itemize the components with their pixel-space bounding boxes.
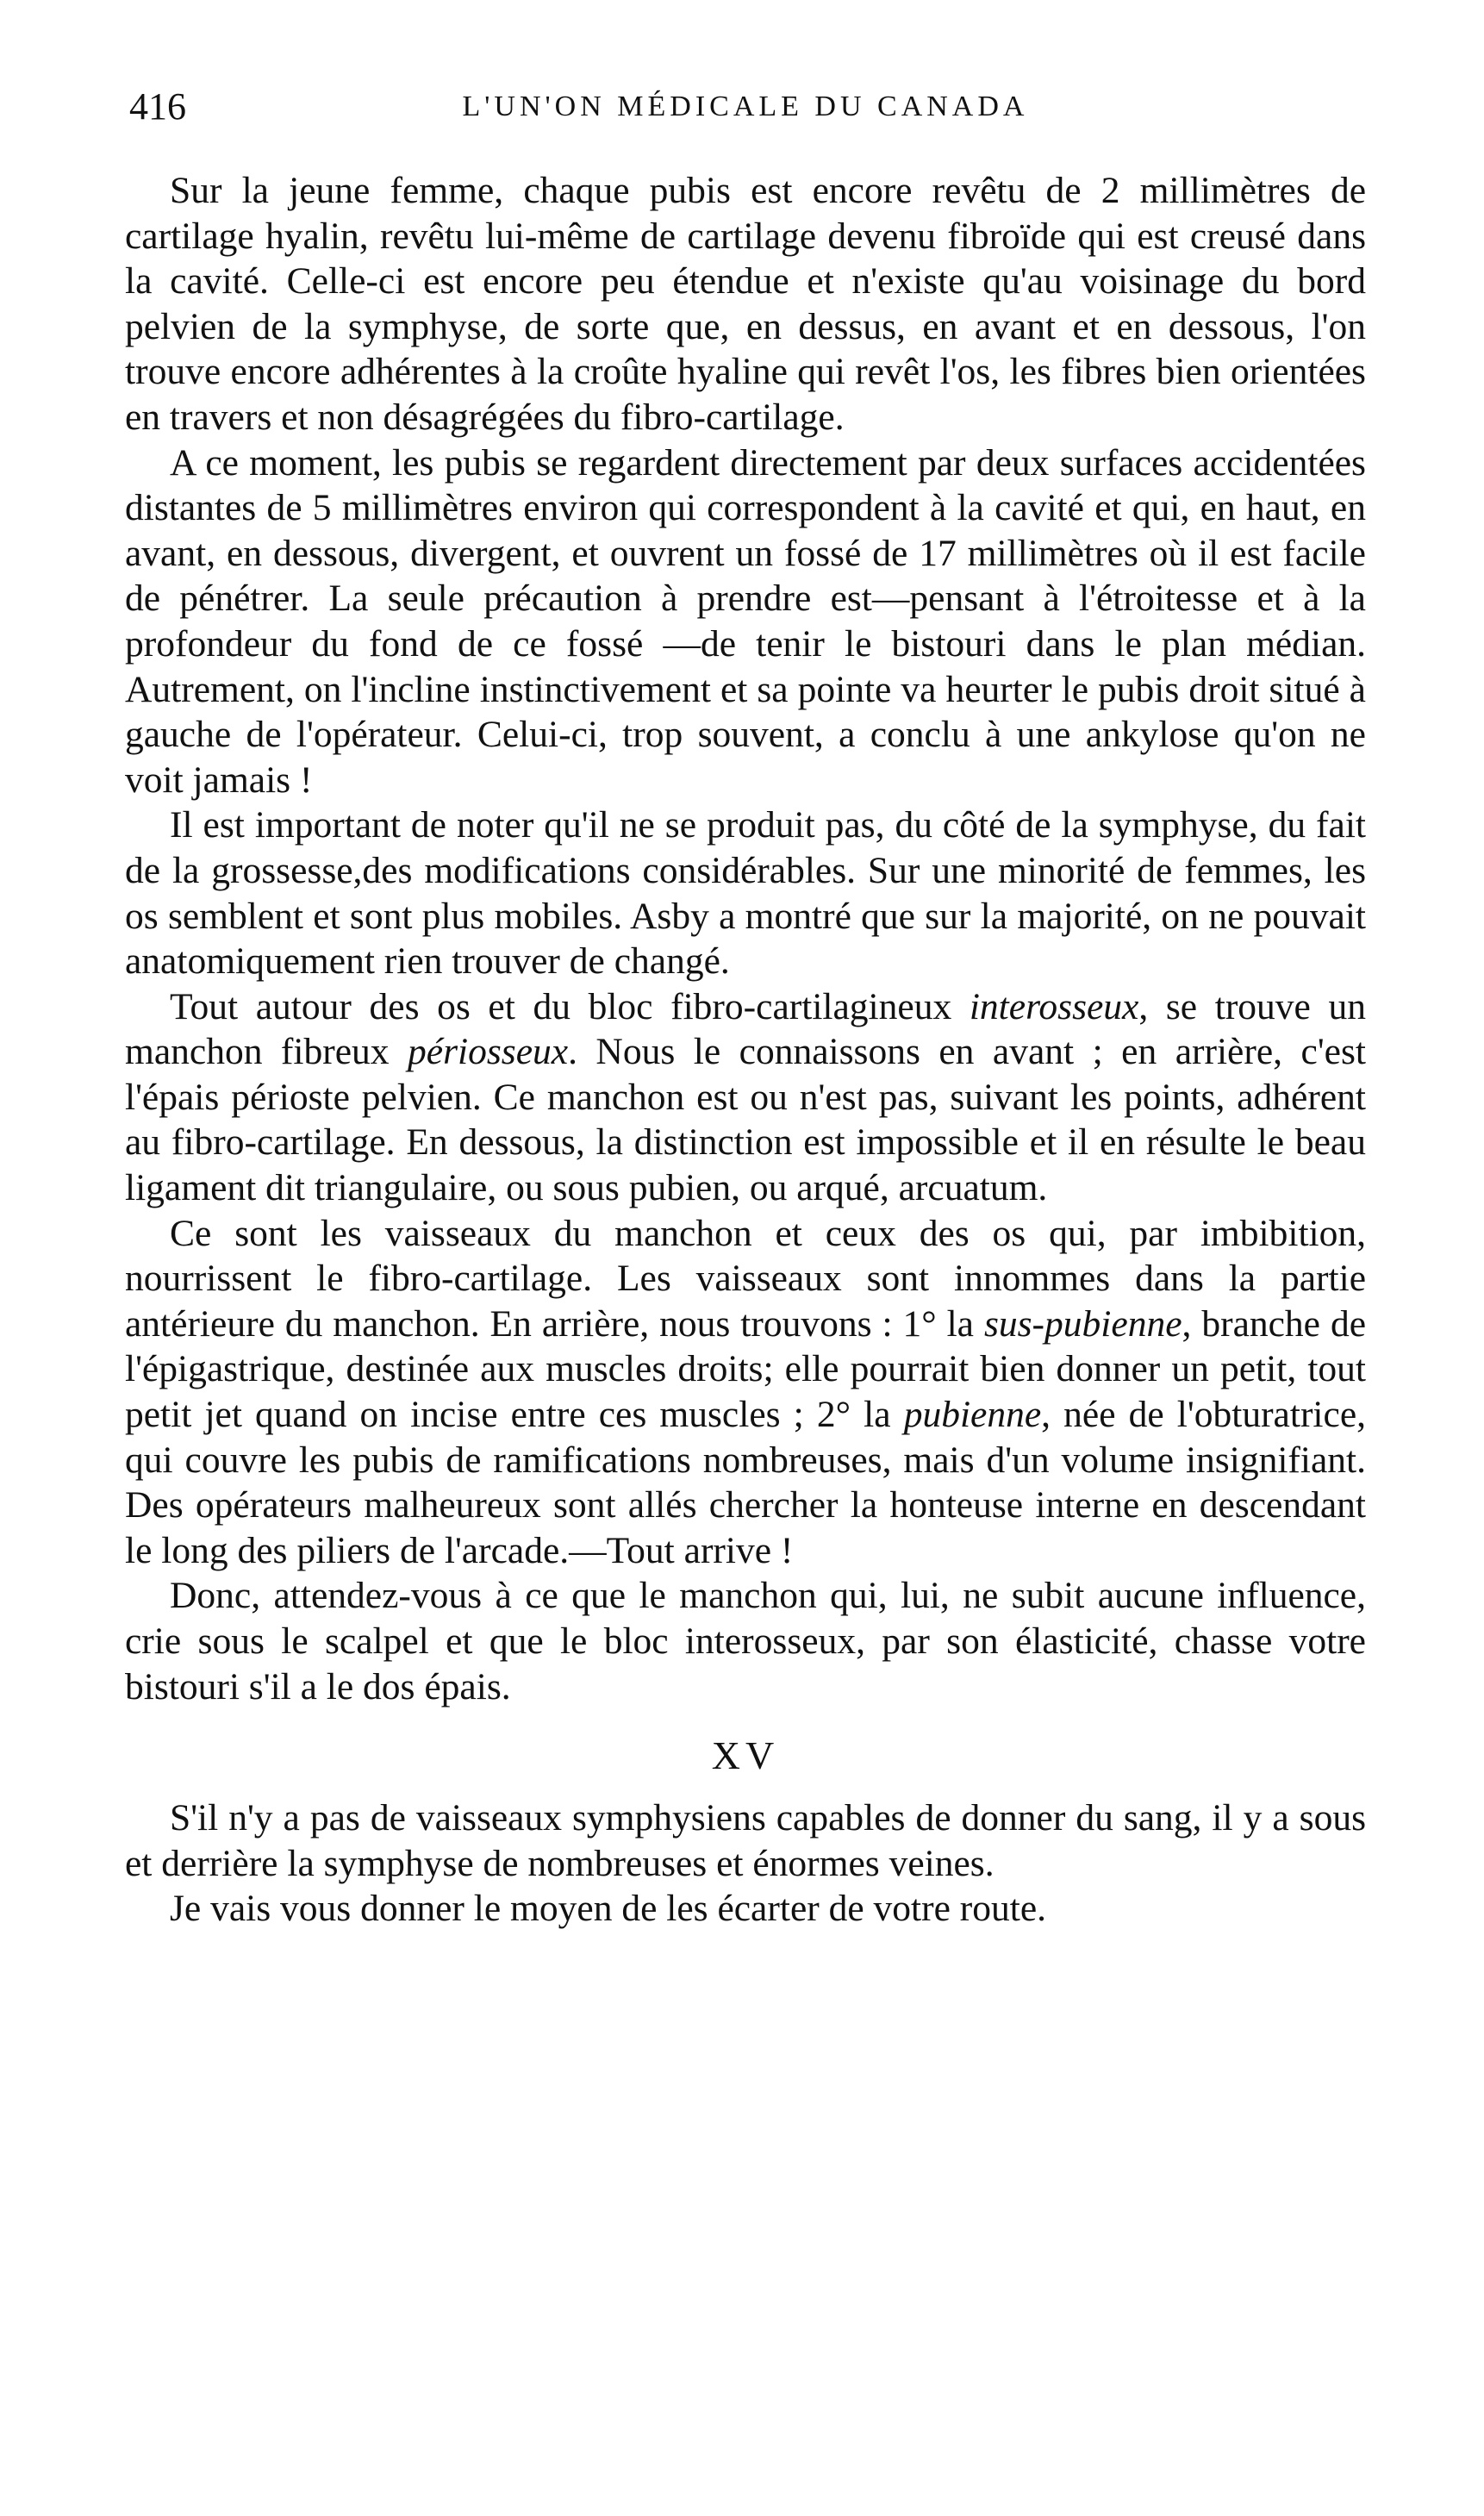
paragraph-5 [125, 1211, 1366, 1574]
page-number: 416 [129, 85, 186, 128]
paragraph-4-emphasis-2: périosseux [408, 1031, 569, 1073]
paragraph-3: Il est important de noter qu'il ne se produit pas, du côté de la symphyse, du fait de la grossesse,des modifications considérables. Sur une minorité de femmes, les os semblent et sont plus mobiles. Asby a montré que sur la majorité, on ne pouvait anatomiquement rien trouver de changé. [125, 804, 1366, 983]
running-head: L'UN'ON MÉDICALE DU CANADA [462, 91, 1029, 122]
page-header [129, 79, 1362, 134]
paragraph-5-emphasis-2: pubienne [903, 1394, 1042, 1436]
paragraph-8: Je vais vous donner le moyen de les écarter de votre route. [170, 1888, 1047, 1930]
paragraph-4-text-b: , se trouve un manchon fibreux [125, 985, 1366, 1073]
paragraph-5-text-b: , branche de l'épigastrique, destinée aux muscles droits; elle pourrait bien donner un petit, tout petit jet quand on incise entre ces muscles ; 2° la [125, 1302, 1366, 1436]
paragraph-5-emphasis-1: sus-pubienne [983, 1302, 1182, 1345]
paragraph-6: Donc, attendez-vous à ce que le manchon qui, lui, ne subit aucune influence, crie sous le scalpel et que le bloc interosseux, par son élasticité, chasse votre bistouri s'il a le dos épais. [125, 1575, 1366, 1708]
article-body [125, 168, 1366, 1932]
paragraph-4-emphasis-1: interosseux [969, 985, 1139, 1027]
paragraph-5-text-a: Ce sont les vaisseaux du manchon et ceux des os qui, par imbibition, nourrissent le fibro-cartilage. Les vaisseaux sont innommes dans la partie antérieure du manchon. En arrière, nous trouvons : 1° la [125, 1212, 1366, 1345]
paragraph-4-text-a: Tout autour des os et du bloc fibro-cartilagineux [170, 985, 970, 1027]
paragraph-2: A ce moment, les pubis se regardent directement par deux surfaces accidentées distantes de 5 millimètres environ qui correspondent à la cavité et qui, en haut, en avant, en dessous, divergent, et ouvrent un fossé de 17 millimètres où il est facile de pénétrer. La seule précaution à prendre est—pensant à l'étroitesse et à la profondeur du fond de ce fossé —de tenir le bistouri dans le plan médian. Autrement, on l'incline instinctivement et sa pointe va heurter le pubis droit situé à gauche de l'opérateur. Celui-ci, trop souvent, a conclu à une ankylose qu'on ne voit jamais ! [125, 441, 1366, 801]
paragraph-4 [125, 984, 1366, 1211]
section-heading: XV [711, 1733, 780, 1778]
paragraph-1: Sur la jeune femme, chaque pubis est encore revêtu de 2 millimètres de cartilage hyalin, revêtu lui-même de cartilage devenu fibroïde qui est creusé dans la cavité. Celle-ci est encore peu étendue et n'existe qu'au voisinage du bord pelvien de la symphyse, de sorte que, en dessus, en avant et en dessous, l'on trouve encore adhérentes à la croûte hyaline qui revêt l'os, les fibres bien orientées en travers et non désagrégées du fibro-cartilage. [125, 170, 1366, 438]
paragraph-5-text-c: , née de l'obturatrice, qui couvre les pubis de ramifications nombreuses, mais d'un volume insignifiant. Des opérateurs malheureux sont allés chercher la honteuse interne en descendant le long des piliers de l'arcade.—Tout arrive ! [125, 1394, 1367, 1571]
paragraph-7: S'il n'y a pas de vaisseaux symphysiens capables de donner du sang, il y a sous et derrière la symphyse de nombreuses et énormes veines. [125, 1797, 1366, 1884]
paragraph-4-text-c: . Nous le connaissons en avant ; en arrière, c'est l'épais périoste pelvien. Ce manchon est ou n'est pas, suivant les points, adhérent au fibro-cartilage. En dessous, la distinction est impossible et il en résulte le beau ligament dit triangulaire, ou sous pubien, ou arqué, arcuatum. [125, 1031, 1366, 1209]
